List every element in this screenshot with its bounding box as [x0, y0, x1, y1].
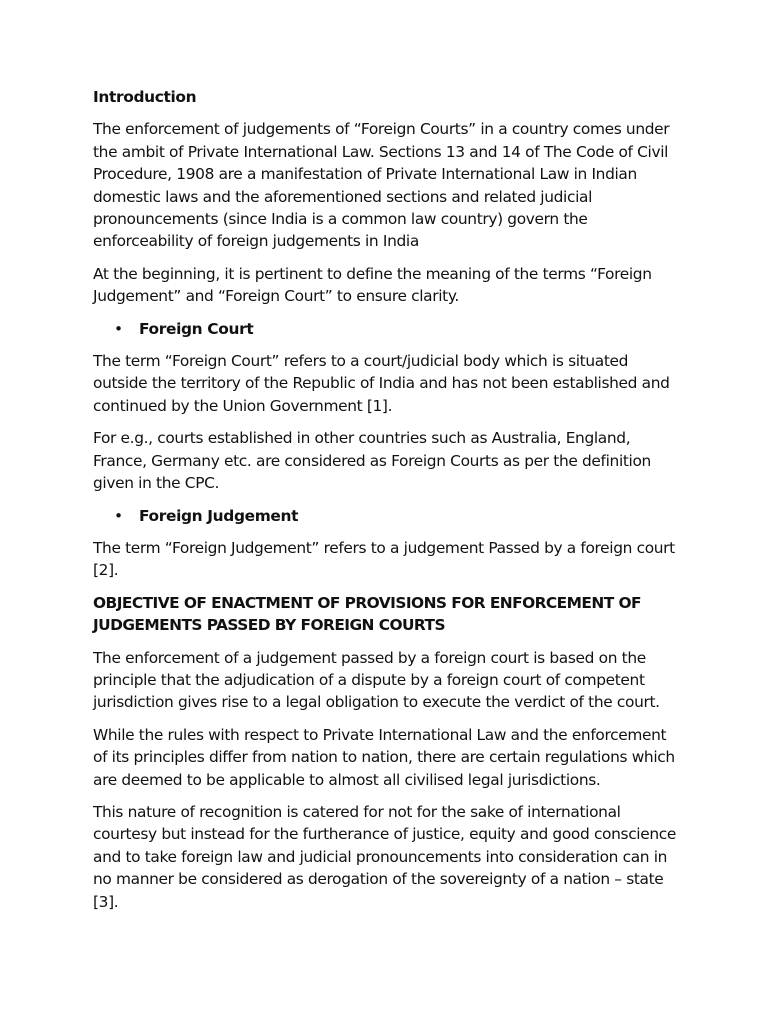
bullet-label: Foreign Court: [139, 319, 254, 338]
introduction-heading: Introduction: [93, 88, 197, 106]
paragraph-intro: The enforcement of judgements of “Foreign Courts” in a country comes under the ambit of Private International Law. Sections 13 and 14 of The Code of Civil Procedure, 1908 are a manifestation of Private International Law in Indian domestic laws and the aforementioned sections and related judicial pronouncements (since India is a common law country) govern the enforceability of foreign judgements in India: [93, 120, 670, 251]
paragraph-foreign-judgement-definition: The term “Foreign Judgement” refers to a judgement Passed by a foreign court [2].: [93, 538, 675, 580]
bullet-dot: •: [114, 319, 123, 338]
bullet-foreign-judgement: [93, 505, 683, 527]
section-heading-objective: OBJECTIVE OF ENACTMENT OF PROVISIONS FOR ENFORCEMENT OF JUDGEMENTS PASSED BY FOREIGN COURTS: [93, 593, 641, 635]
paragraph-enforcement-principle: The enforcement of a judgement passed by a foreign court is based on the principle that the adjudication of a dispute by a foreign court of competent jurisdiction gives rise to a legal obligation to execute the verdict of the court.: [93, 648, 660, 712]
bullet-label: Foreign Judgement: [139, 506, 299, 525]
paragraph-foreign-court-example: For e.g., courts established in other countries such as Australia, England, France, Germany etc. are considered as Foreign Courts as per the definition given in the CPC.: [93, 429, 651, 493]
bullet-dot: •: [114, 506, 123, 525]
paragraph-private-international-law: While the rules with respect to Private International Law and the enforcement of its principles differ from nation to nation, there are certain regulations which are deemed to be applicable to almost all civilised legal jurisdictions.: [93, 725, 675, 789]
bullet-foreign-court: [93, 318, 683, 340]
document-page: [93, 86, 683, 923]
paragraph-definitions: At the beginning, it is pertinent to define the meaning of the terms “Foreign Judgement” and “Foreign Court” to ensure clarity.: [93, 264, 652, 306]
paragraph-foreign-court-definition: The term “Foreign Court” refers to a court/judicial body which is situated outside the territory of the Republic of India and has not been established and continued by the Union Government [1].: [93, 352, 670, 415]
paragraph-recognition: This nature of recognition is catered for not for the sake of international courtesy but instead for the furtherance of justice, equity and good conscience and to take foreign law and judicial pronouncements into consideration can in no manner be considered as derogation of the sovereignty of a nation – state [3].: [93, 802, 676, 911]
